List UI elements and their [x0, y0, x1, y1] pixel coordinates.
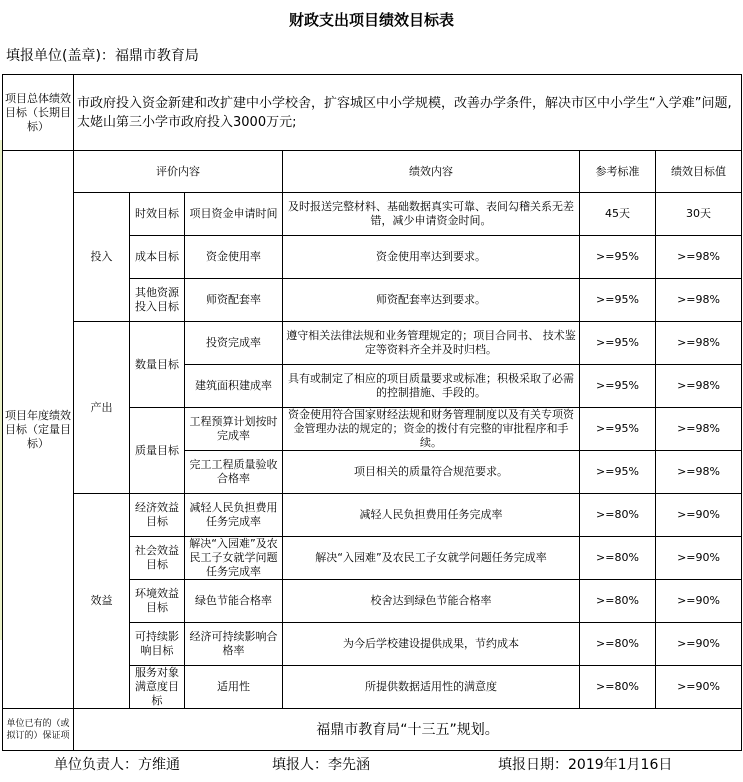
row-indicator: 绿色节能合格率	[185, 580, 283, 623]
row-target: >=98%	[656, 365, 742, 408]
sub-sustain: 可持续影响目标	[130, 623, 185, 666]
fill-date-label: 填报日期：	[498, 757, 568, 773]
row-indicator: 解决“入园难”及农民工子女就学问题任务完成率	[185, 537, 283, 580]
sub-satisfaction: 服务对象满意度目标	[130, 666, 185, 709]
goals-table	[2, 74, 742, 751]
row-indicator: 经济可持续影响合格率	[185, 623, 283, 666]
guarantee-plan: 福鼎市教育局“十三五”规划。	[74, 709, 742, 751]
overall-goal-label: 项目总体绩效 目标（长期目标）	[3, 75, 74, 151]
sub-env: 环境效益目标	[130, 580, 185, 623]
row-indicator: 投资完成率	[185, 322, 283, 365]
filler-name: 李先涵	[328, 757, 370, 773]
row-content: 师资配套率达到要求。	[283, 279, 580, 322]
row-ref: >=95%	[580, 236, 656, 279]
table-row	[3, 193, 742, 236]
row-target: >=98%	[656, 322, 742, 365]
row-target: >=90%	[656, 494, 742, 537]
header-ref: 参考标准	[580, 151, 656, 193]
sub-quantity: 数量目标	[130, 322, 185, 408]
sub-quality: 质量目标	[130, 408, 185, 494]
row-target: >=90%	[656, 580, 742, 623]
row-target: >=90%	[656, 537, 742, 580]
row-indicator: 完工工程质量验收合格率	[185, 451, 283, 494]
row-target: >=90%	[656, 623, 742, 666]
row-content: 资金使用率达到要求。	[283, 236, 580, 279]
row-ref: >=80%	[580, 666, 656, 709]
row-ref: >=95%	[580, 279, 656, 322]
row-content: 校舍达到绿色节能合格率	[283, 580, 580, 623]
row-ref: 45天	[580, 193, 656, 236]
row-indicator: 建筑面积建成率	[185, 365, 283, 408]
row-indicator: 师资配套率	[185, 279, 283, 322]
group-output: 产出	[74, 322, 130, 494]
row-content: 具有或制定了相应的项目质量要求或标准；积极采取了必需的控制措施、手段的。	[283, 365, 580, 408]
row-target: >=98%	[656, 236, 742, 279]
table-row	[3, 322, 742, 365]
row-indicator: 适用性	[185, 666, 283, 709]
row-ref: >=95%	[580, 365, 656, 408]
row-ref: >=95%	[580, 322, 656, 365]
header-eval: 评价内容	[74, 151, 283, 193]
row-ref: >=95%	[580, 451, 656, 494]
row-ref: >=95%	[580, 408, 656, 451]
row-content: 项目相关的质量符合规范要求。	[283, 451, 580, 494]
form-title: 财政支出项目绩效目标表	[288, 11, 454, 29]
reporting-unit-label: 填报单位(盖章)：	[6, 48, 115, 64]
group-benefit: 效益	[74, 494, 130, 709]
overall-goal-text: 市政府投入资金新建和改扩建中小学校舍，扩容城区中小学规模，改善办学条件，解决市区中小学生“入学难”问题,太姥山第三小学市政府投入3000万元;	[74, 75, 742, 151]
reporting-unit-name: 福鼎市教育局	[114, 48, 199, 64]
row-ref: >=80%	[580, 580, 656, 623]
sub-economic: 经济效益目标	[130, 494, 185, 537]
guarantee-label: 单位已有的（或拟订的）保证项	[3, 709, 74, 751]
row-target: >=98%	[656, 408, 742, 451]
row-content: 减轻人民负担费用任务完成率	[283, 494, 580, 537]
group-input: 投入	[74, 193, 130, 322]
row-content: 为今后学校建设提供成果，节约成本	[283, 623, 580, 666]
reporting-unit	[6, 44, 199, 68]
sub-cost: 成本目标	[130, 236, 185, 279]
row-indicator: 减轻人民负担费用任务完成率	[185, 494, 283, 537]
filler	[272, 752, 370, 778]
fill-date-value: 2019年1月16日	[568, 757, 673, 773]
row-indicator: 资金使用率	[185, 236, 283, 279]
row-target: 30天	[656, 193, 742, 236]
row-ref: >=80%	[580, 537, 656, 580]
row-target: >=90%	[656, 666, 742, 709]
fill-date	[498, 752, 672, 778]
row-target: >=98%	[656, 279, 742, 322]
row-ref: >=80%	[580, 494, 656, 537]
annual-goal-label: 项目年度绩效目标（定量目标）	[3, 151, 74, 709]
row-content: 解决“入园难”及农民工子女就学问题任务完成率	[283, 537, 580, 580]
row-content: 及时报送完整材料、基础数据真实可靠、表间勾稽关系无差错，减少申请资金时间。	[283, 193, 580, 236]
filler-label: 填报人：	[272, 757, 328, 773]
row-indicator: 项目资金申请时间	[185, 193, 283, 236]
row-ref: >=80%	[580, 623, 656, 666]
row-content: 资金使用符合国家财经法规和财务管理制度以及有关专项资金管理办法的规定的；资金的拨付有完整的审批程序和手续。	[283, 408, 580, 451]
table-row	[3, 494, 742, 537]
row-target: >=98%	[656, 451, 742, 494]
row-indicator: 工程预算计划按时完成率	[185, 408, 283, 451]
header-perf: 绩效内容	[283, 151, 580, 193]
unit-head-label: 单位负责人：	[54, 757, 138, 773]
sub-time: 时效目标	[130, 193, 185, 236]
sub-social: 社会效益目标	[130, 537, 185, 580]
row-content: 所提供数据适用性的满意度	[283, 666, 580, 709]
sub-other: 其他资源投入目标	[130, 279, 185, 322]
header-target: 绩效目标值	[656, 151, 742, 193]
row-content: 遵守相关法律法规和业务管理规定的；项目合同书、 技术鉴定等资料齐全并及时归档。	[283, 322, 580, 365]
unit-head-name: 方维通	[138, 757, 180, 773]
unit-head	[54, 752, 180, 778]
